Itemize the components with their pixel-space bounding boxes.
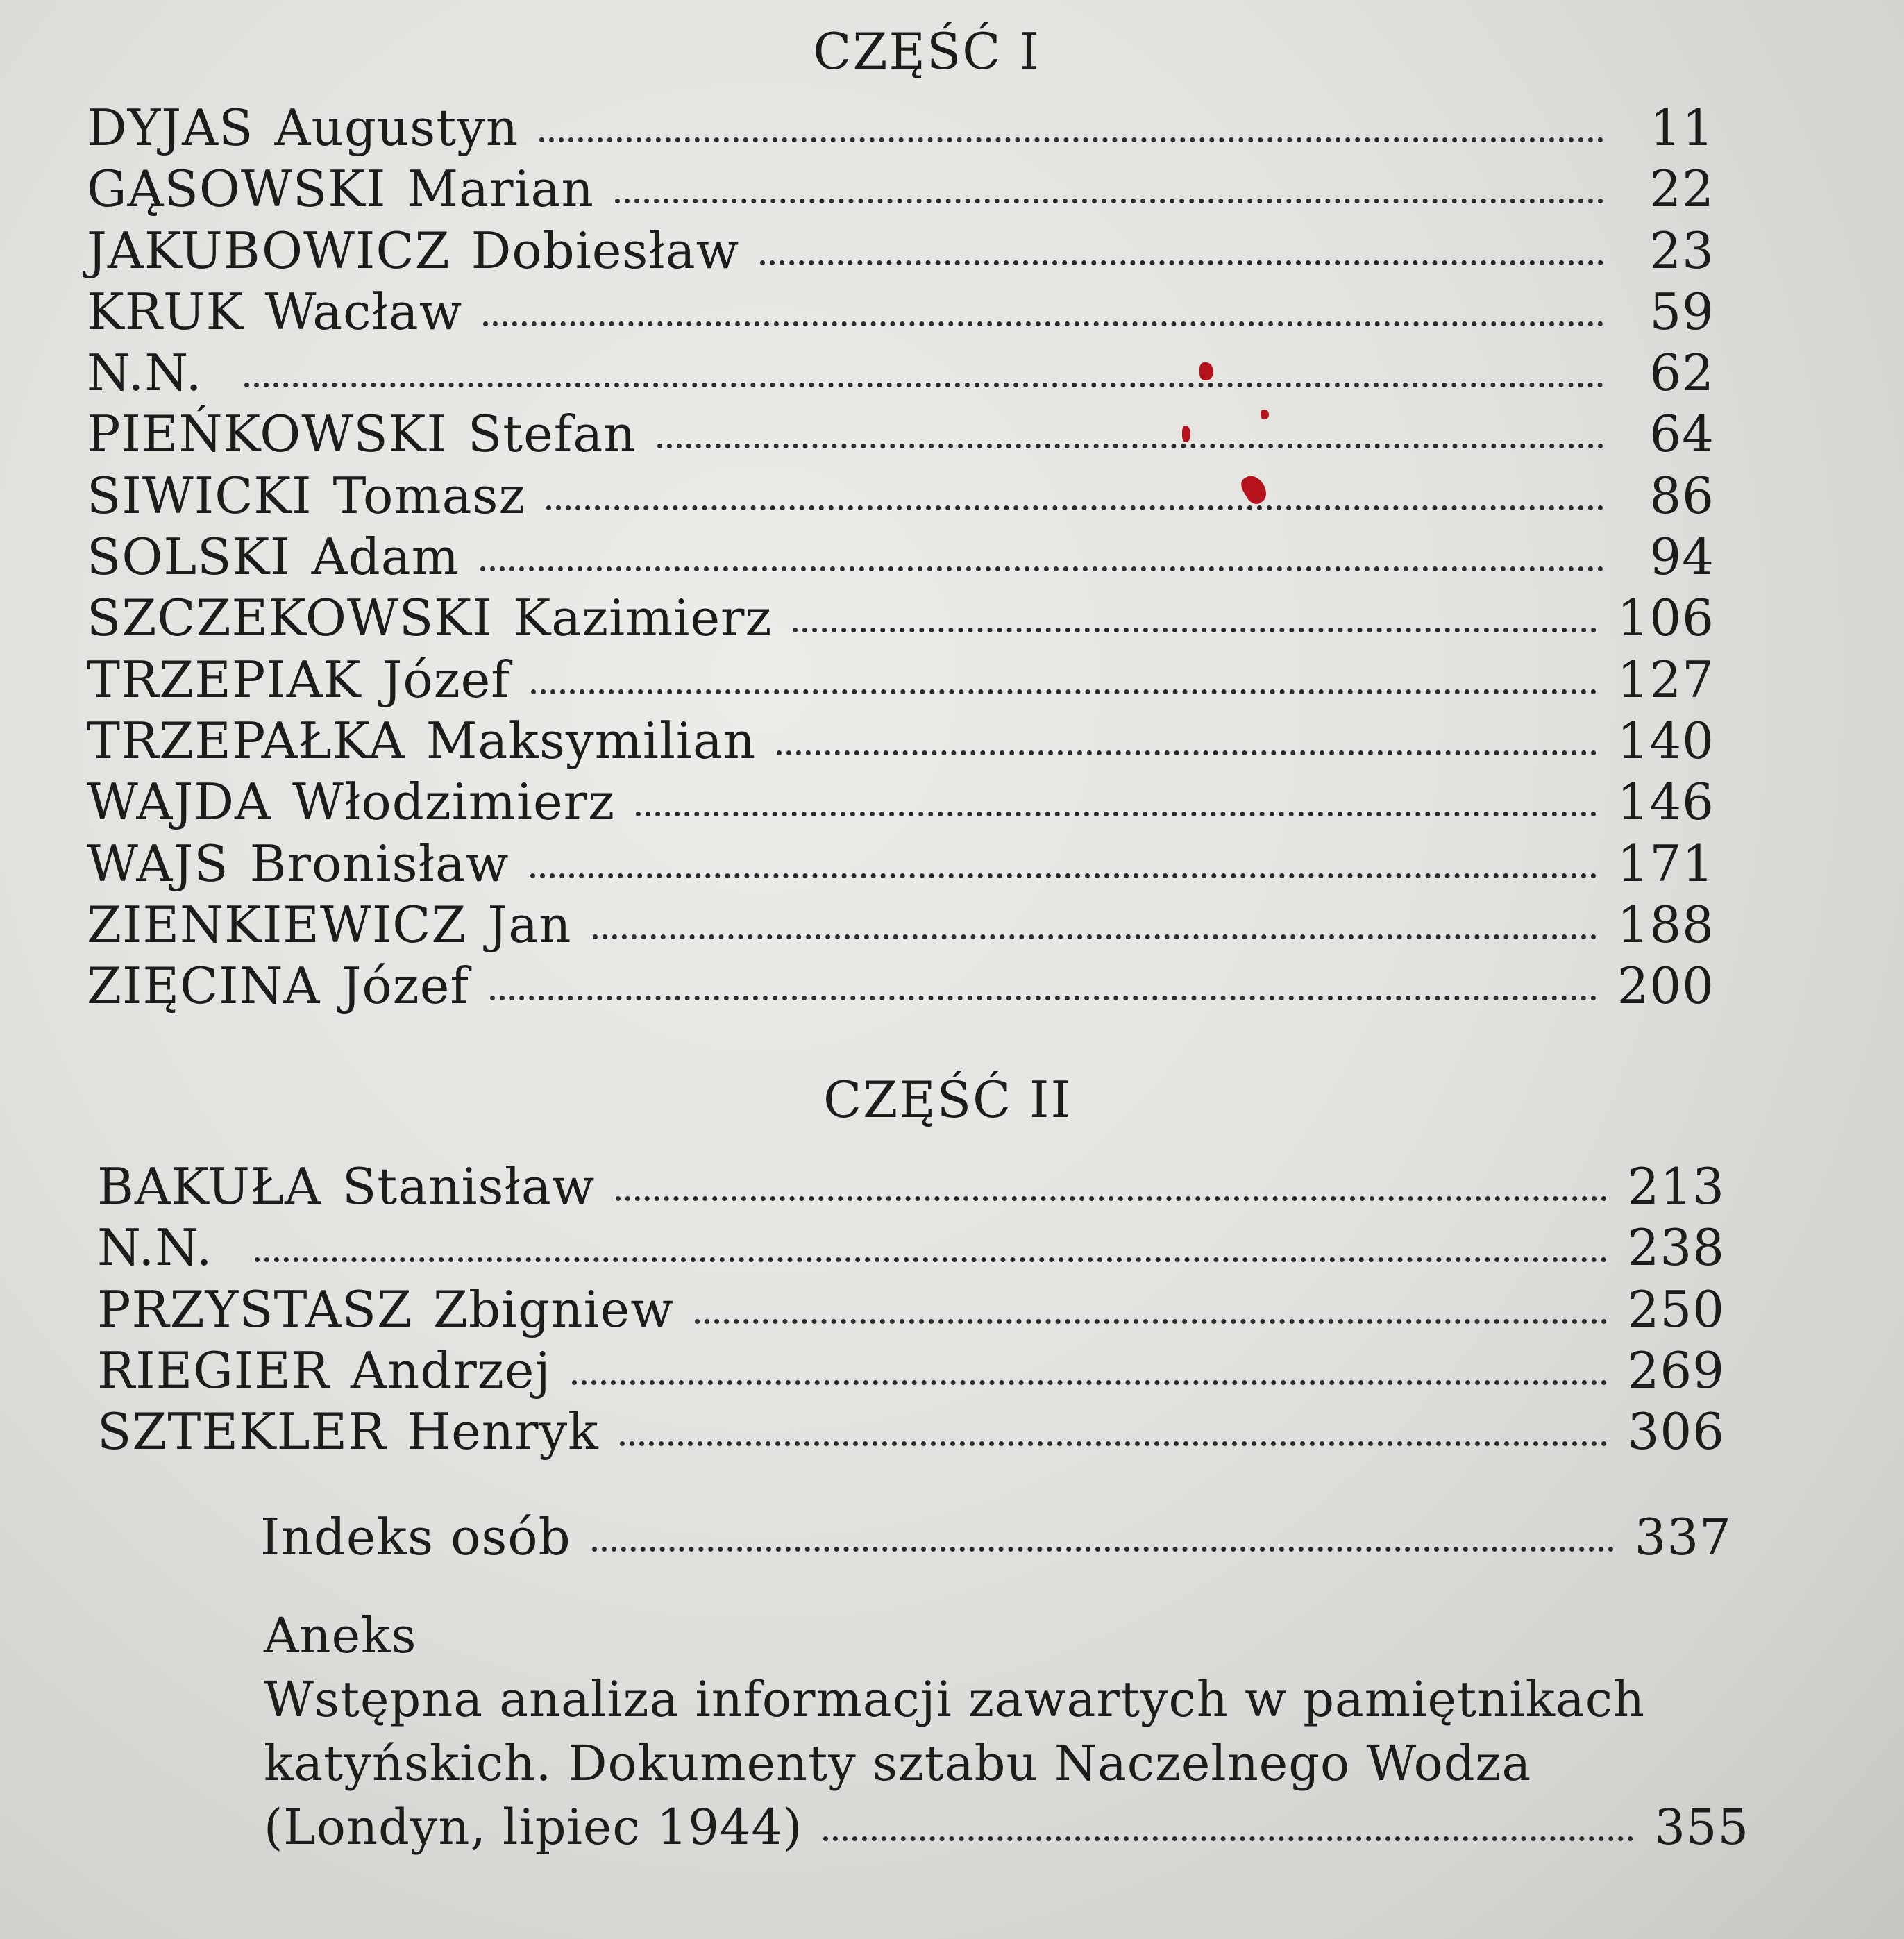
entry-first-name: Augustyn bbox=[274, 99, 519, 157]
part-one-toc bbox=[87, 97, 1715, 1016]
part-one-heading: CZĘŚĆ I bbox=[813, 22, 1041, 81]
entry-page-number: 127 bbox=[1617, 650, 1715, 709]
entry-page-number: 59 bbox=[1649, 282, 1715, 341]
part-two-heading: CZĘŚĆ II bbox=[823, 1071, 1072, 1129]
entry-first-name: Józef bbox=[382, 650, 510, 709]
entry-page-number: 188 bbox=[1617, 895, 1715, 954]
toc-entry bbox=[87, 955, 1715, 1016]
entry-surname: PIEŃKOWSKI bbox=[87, 405, 447, 464]
entry-surname: ZIENKIEWICZ bbox=[87, 895, 467, 954]
annex-title-line-2: katyńskich. Dokumenty sztabu Naczelnego Wodza bbox=[264, 1735, 1532, 1792]
toc-entry bbox=[87, 587, 1715, 648]
entry-first-name: Stanisław bbox=[342, 1157, 596, 1216]
dot-leader bbox=[760, 251, 1603, 265]
entry-surname: BAKUŁA bbox=[97, 1157, 321, 1216]
entry-page-number: 86 bbox=[1649, 466, 1715, 525]
entry-page-number: 171 bbox=[1617, 834, 1715, 893]
dot-leader bbox=[483, 312, 1603, 326]
toc-entry bbox=[87, 97, 1715, 158]
entry-surname: KRUK bbox=[87, 282, 244, 341]
entry-page-number: 64 bbox=[1649, 405, 1715, 464]
toc-entry bbox=[87, 158, 1715, 219]
toc-entry bbox=[97, 1217, 1725, 1278]
toc-entry bbox=[87, 710, 1715, 771]
entry-page-number: 306 bbox=[1627, 1402, 1725, 1461]
entry-surname: TRZEPIAK bbox=[87, 650, 362, 709]
entry-surname: DYJAS bbox=[87, 99, 254, 157]
toc-entry bbox=[87, 465, 1715, 526]
entry-surname: N.N. bbox=[97, 1218, 213, 1277]
entry-first-name: Tomasz bbox=[332, 466, 526, 525]
entry-first-name: Kazimierz bbox=[513, 589, 773, 648]
entry-page-number: 22 bbox=[1649, 160, 1715, 219]
entry-surname: GĄSOWSKI bbox=[87, 160, 387, 219]
entry-first-name: Wacław bbox=[264, 282, 463, 341]
entry-first-name: Andrzej bbox=[350, 1341, 551, 1400]
entry-first-name: Jan bbox=[487, 895, 572, 954]
dot-leader bbox=[244, 373, 1603, 387]
entry-surname: N.N. bbox=[87, 344, 203, 403]
entry-first-name: Henryk bbox=[407, 1402, 599, 1461]
entry-page-number: 106 bbox=[1617, 589, 1715, 648]
dot-leader bbox=[593, 925, 1597, 939]
toc-entry bbox=[97, 1279, 1725, 1340]
red-stain bbox=[1261, 410, 1269, 419]
toc-entry bbox=[87, 403, 1715, 464]
dot-leader bbox=[777, 741, 1596, 755]
toc-entry bbox=[87, 833, 1715, 894]
toc-entry bbox=[87, 771, 1715, 832]
annex-title-line-3-row bbox=[264, 1795, 1749, 1859]
dot-leader bbox=[531, 680, 1597, 694]
red-stain bbox=[1199, 362, 1213, 380]
toc-entry bbox=[87, 342, 1715, 403]
entry-page-number: 146 bbox=[1617, 773, 1715, 832]
entry-surname: WAJS bbox=[87, 834, 229, 893]
toc-entry bbox=[97, 1340, 1725, 1401]
red-stain bbox=[1182, 426, 1190, 442]
annex-title-line-1: Wstępna analiza informacji zawartych w pamiętnikach bbox=[264, 1671, 1646, 1728]
entry-surname: SZTEKLER bbox=[97, 1402, 387, 1461]
index-label: Indeks osób bbox=[260, 1508, 571, 1566]
dot-leader bbox=[480, 557, 1603, 571]
dot-leader bbox=[620, 1432, 1607, 1446]
dot-leader bbox=[530, 864, 1597, 878]
dot-leader bbox=[539, 128, 1603, 142]
entry-surname: PRZYSTASZ bbox=[97, 1279, 412, 1338]
toc-entry bbox=[87, 894, 1715, 955]
toc-entry bbox=[87, 649, 1715, 710]
dot-leader bbox=[793, 618, 1596, 632]
entry-surname: TRZEPAŁKA bbox=[87, 711, 405, 770]
entry-page-number: 200 bbox=[1617, 957, 1715, 1016]
annex-title-line-3: (Londyn, lipiec 1944) bbox=[264, 1799, 803, 1856]
entry-first-name: Adam bbox=[311, 528, 460, 587]
entry-surname: SZCZEKOWSKI bbox=[87, 589, 493, 648]
index-entry bbox=[260, 1506, 1732, 1568]
dot-leader bbox=[255, 1248, 1607, 1262]
entry-page-number: 140 bbox=[1617, 711, 1715, 770]
entry-page-number: 11 bbox=[1649, 99, 1715, 157]
entry-page-number: 250 bbox=[1627, 1279, 1725, 1338]
toc-entry bbox=[87, 220, 1715, 281]
entry-first-name: Dobiesław bbox=[471, 221, 740, 280]
entry-first-name: Włodzimierz bbox=[292, 773, 616, 832]
toc-entry bbox=[87, 526, 1715, 587]
entry-surname: SOLSKI bbox=[87, 528, 291, 587]
dot-leader bbox=[657, 434, 1603, 448]
dot-leader bbox=[695, 1309, 1607, 1324]
annex-page-number: 355 bbox=[1654, 1799, 1749, 1856]
toc-entry bbox=[97, 1156, 1725, 1217]
entry-surname: ZIĘCINA bbox=[87, 957, 321, 1016]
dot-leader bbox=[823, 1827, 1633, 1841]
dot-leader bbox=[592, 1537, 1614, 1552]
entry-page-number: 238 bbox=[1627, 1218, 1725, 1277]
annex-label: Aneks bbox=[264, 1607, 417, 1664]
entry-page-number: 213 bbox=[1627, 1157, 1725, 1216]
dot-leader bbox=[615, 189, 1603, 203]
entry-page-number: 62 bbox=[1649, 344, 1715, 403]
toc-entry bbox=[260, 1506, 1732, 1568]
entry-surname: WAJDA bbox=[87, 773, 271, 832]
entry-surname: JAKUBOWICZ bbox=[87, 221, 450, 280]
entry-page-number: 94 bbox=[1649, 528, 1715, 587]
entry-surname: RIEGIER bbox=[97, 1341, 330, 1400]
entry-first-name: Bronisław bbox=[249, 834, 509, 893]
entry-first-name: Józef bbox=[341, 957, 469, 1016]
dot-leader bbox=[636, 802, 1597, 816]
annex-entry bbox=[264, 1604, 1749, 1859]
part-two-toc bbox=[97, 1156, 1725, 1462]
dot-leader bbox=[616, 1186, 1606, 1201]
dot-leader bbox=[490, 986, 1597, 1000]
dot-leader bbox=[572, 1370, 1607, 1385]
entry-first-name: Stefan bbox=[467, 405, 637, 464]
index-page-number: 337 bbox=[1634, 1508, 1732, 1566]
entry-first-name: Marian bbox=[407, 160, 594, 219]
entry-first-name: Zbigniew bbox=[432, 1279, 674, 1338]
entry-page-number: 269 bbox=[1627, 1341, 1725, 1400]
dot-leader bbox=[546, 496, 1603, 510]
toc-entry bbox=[97, 1401, 1725, 1462]
toc-entry bbox=[87, 281, 1715, 342]
entry-first-name: Maksymilian bbox=[426, 711, 757, 770]
entry-surname: SIWICKI bbox=[87, 466, 312, 525]
entry-page-number: 23 bbox=[1649, 221, 1715, 280]
